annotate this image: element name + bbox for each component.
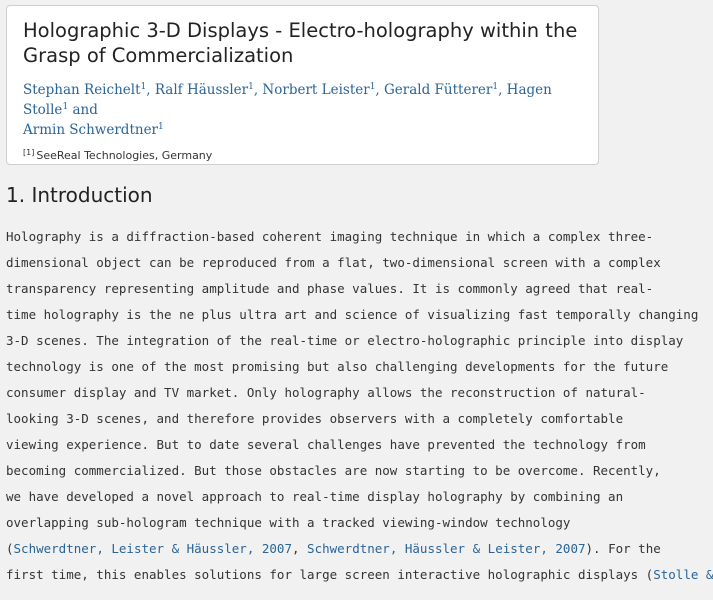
author-affiliation-marker: 1 (62, 102, 69, 112)
author-affiliation-marker: 1 (140, 82, 147, 92)
paragraph-line: transparency representing amplitude and phase values. It is commonly agreed that real- (6, 281, 654, 296)
author-name[interactable]: Norbert Leister (262, 82, 370, 98)
author-affiliation-marker: 1 (492, 82, 499, 92)
paragraph-line: we have developed a novel approach to real-time display holography by combining an (6, 489, 624, 504)
author-separator: , (146, 82, 155, 98)
author-link[interactable] (155, 82, 254, 98)
author-separator: , (375, 82, 385, 98)
line-text: first time, this enables solutions for large screen interactive holographic displays ( (6, 567, 654, 582)
author-link[interactable] (262, 82, 375, 98)
author-link[interactable] (23, 82, 146, 98)
paragraph-line: technology is one of the most promising but also challenging developments for the future (6, 359, 669, 374)
section-heading: 1. Introduction (6, 183, 153, 207)
title-line-2: Grasp of Commercialization (23, 44, 294, 67)
author-link[interactable] (23, 122, 164, 138)
author-name[interactable]: Ralf Häussler (154, 82, 249, 98)
article-title (23, 18, 584, 68)
paragraph-line: becoming commercialized. But those obstacles are now starting to be overcome. Recently, (6, 463, 661, 478)
paragraph-line (6, 562, 713, 588)
citation-link[interactable]: Schwerdtner, Häussler & Leister, 2007 (307, 541, 586, 556)
author-link[interactable] (384, 82, 498, 98)
affiliation-text: SeeReal Technologies, Germany (36, 149, 213, 162)
line-text: , (291, 541, 308, 556)
line-text: ). For the (585, 541, 661, 556)
line-text: ( (6, 541, 14, 556)
author-separator: , (253, 82, 263, 98)
paragraph-line: 3-D scenes. The integration of the real-time or electro-holographic principle into display (6, 333, 684, 348)
citation-link[interactable]: Stolle & (653, 567, 713, 582)
author-name[interactable]: Gerald Fütterer (384, 82, 493, 98)
introduction-paragraph (6, 224, 713, 588)
author-list (23, 80, 584, 140)
author-name[interactable]: Stephan Reichelt (23, 82, 141, 98)
paragraph-line: time holography is the ne plus ultra art and science of visualizing fast temporally changing (6, 307, 699, 322)
paragraph-line: dimensional object can be reproduced from a flat, two-dimensional screen with a complex (6, 255, 661, 270)
article-header-card (6, 5, 599, 165)
author-affiliation-marker: 1 (248, 82, 254, 92)
title-line-1: Holographic 3-D Displays - Electro-holography within the (23, 19, 578, 42)
paragraph-line: looking 3-D scenes, and therefore provides observers with a completely comfortable (6, 411, 624, 426)
paragraph-line: Holography is a diffraction-based coherent imaging technique in which a complex three- (6, 229, 654, 244)
author-name[interactable]: Armin Schwerdtner (23, 122, 159, 138)
citation-link[interactable]: Schwerdtner, Leister & Häussler, 2007 (13, 541, 292, 556)
author-separator: , (498, 82, 507, 98)
paragraph-line (6, 536, 661, 562)
affiliation (23, 149, 584, 163)
author-affiliation-marker: 1 (369, 82, 376, 92)
author-affiliation-marker: 1 (158, 122, 164, 132)
paragraph-line: overlapping sub-hologram technique with a tracked viewing-window technology (6, 515, 571, 530)
author-separator: and (68, 102, 98, 118)
paragraph-line: consumer display and TV market. Only holography allows the reconstruction of natural- (6, 385, 646, 400)
affiliation-marker: [1] (23, 148, 35, 157)
paragraph-line: viewing experience. But to date several challenges have prevented the technology from (6, 437, 646, 452)
author-name[interactable]: Hagen Stolle (23, 82, 552, 118)
